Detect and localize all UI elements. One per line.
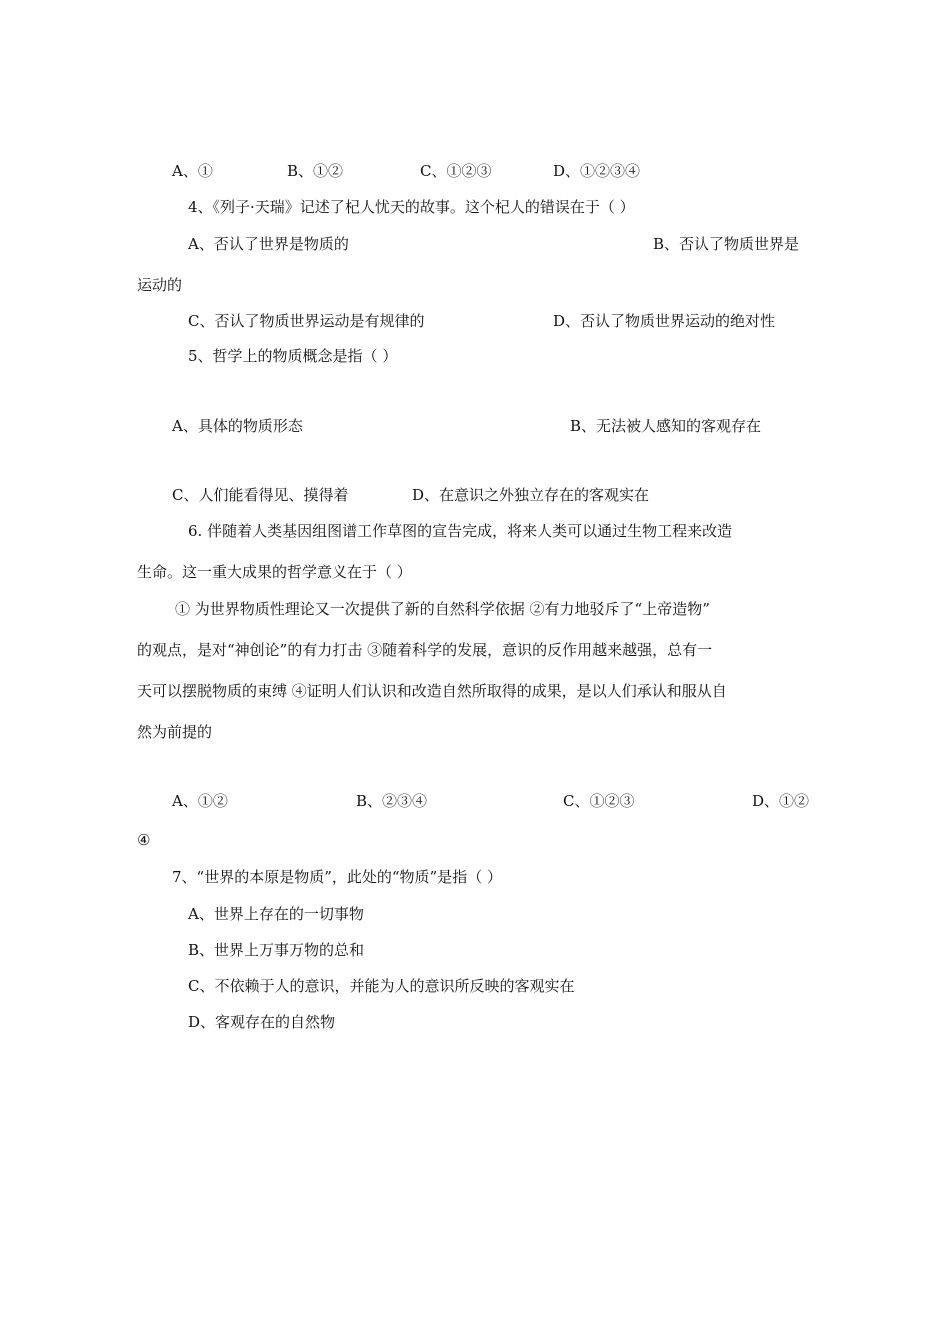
q3-option-d: D、①②③④ [553,162,641,180]
q5-option-b: B、无法被人感知的客观存在 [570,417,762,435]
q6-stem-line-2: 生命。这一重大成果的哲学意义在于（ ） [137,563,412,581]
q4-option-a: A、否认了世界是物质的 [188,235,349,253]
q5-stem: 5、哲学上的物质概念是指（ ） [188,347,398,365]
q6-items-line-3: 天可以摆脱物质的束缚 ④证明人们认识和改造自然所取得的成果，是以人们承认和服从自 [137,682,727,700]
q6-items-line-2: 的观点，是对“神创论”的有力打击 ③随着科学的发展，意识的反作用越来越强，总有一 [137,641,713,659]
q5-option-d: D、在意识之外独立存在的客观实在 [412,486,650,504]
q5-option-a: A、具体的物质形态 [172,417,303,435]
q6-option-d-continued: ④ [137,831,151,849]
q4-option-b: B、否认了物质世界是 [653,235,800,253]
q6-stem-line-1: 6. 伴随着人类基因组图谱工作草图的宣告完成，将来人类可以通过生物工程来改造 [188,522,733,540]
q5-option-c: C、人们能看得见、摸得着 [172,486,349,504]
q3-option-a: A、① [172,162,213,180]
q7-option-a: A、世界上存在的一切事物 [188,905,364,923]
q7-option-c: C、不依赖于人的意识，并能为人的意识所反映的客观实在 [188,977,575,995]
q6-items-line-1: ① 为世界物质性理论又一次提供了新的自然科学依据 ②有力地驳斥了“上帝造物” [175,600,710,618]
q7-stem: 7、“世界的本原是物质”，此处的“物质”是指（ ） [172,868,502,886]
q6-items-line-4: 然为前提的 [137,723,213,741]
q4-option-c: C、否认了物质世界运动是有规律的 [188,312,425,330]
q3-option-b: B、①② [287,162,344,180]
q4-option-b-continued: 运动的 [137,276,183,294]
q3-option-c: C、①②③ [420,162,492,180]
q6-option-b: B、②③④ [356,792,428,810]
q4-stem: 4、《列子·天瑞》记述了杞人忧天的故事。这个杞人的错误在于（ ） [188,198,635,216]
q6-option-c: C、①②③ [563,792,635,810]
q6-option-a: A、①② [172,792,228,810]
q7-option-d: D、客观存在的自然物 [188,1013,336,1031]
q4-option-d: D、否认了物质世界运动的绝对性 [553,312,776,330]
q7-option-b: B、世界上万事万物的总和 [188,941,365,959]
q6-option-d: D、①② [752,792,810,810]
